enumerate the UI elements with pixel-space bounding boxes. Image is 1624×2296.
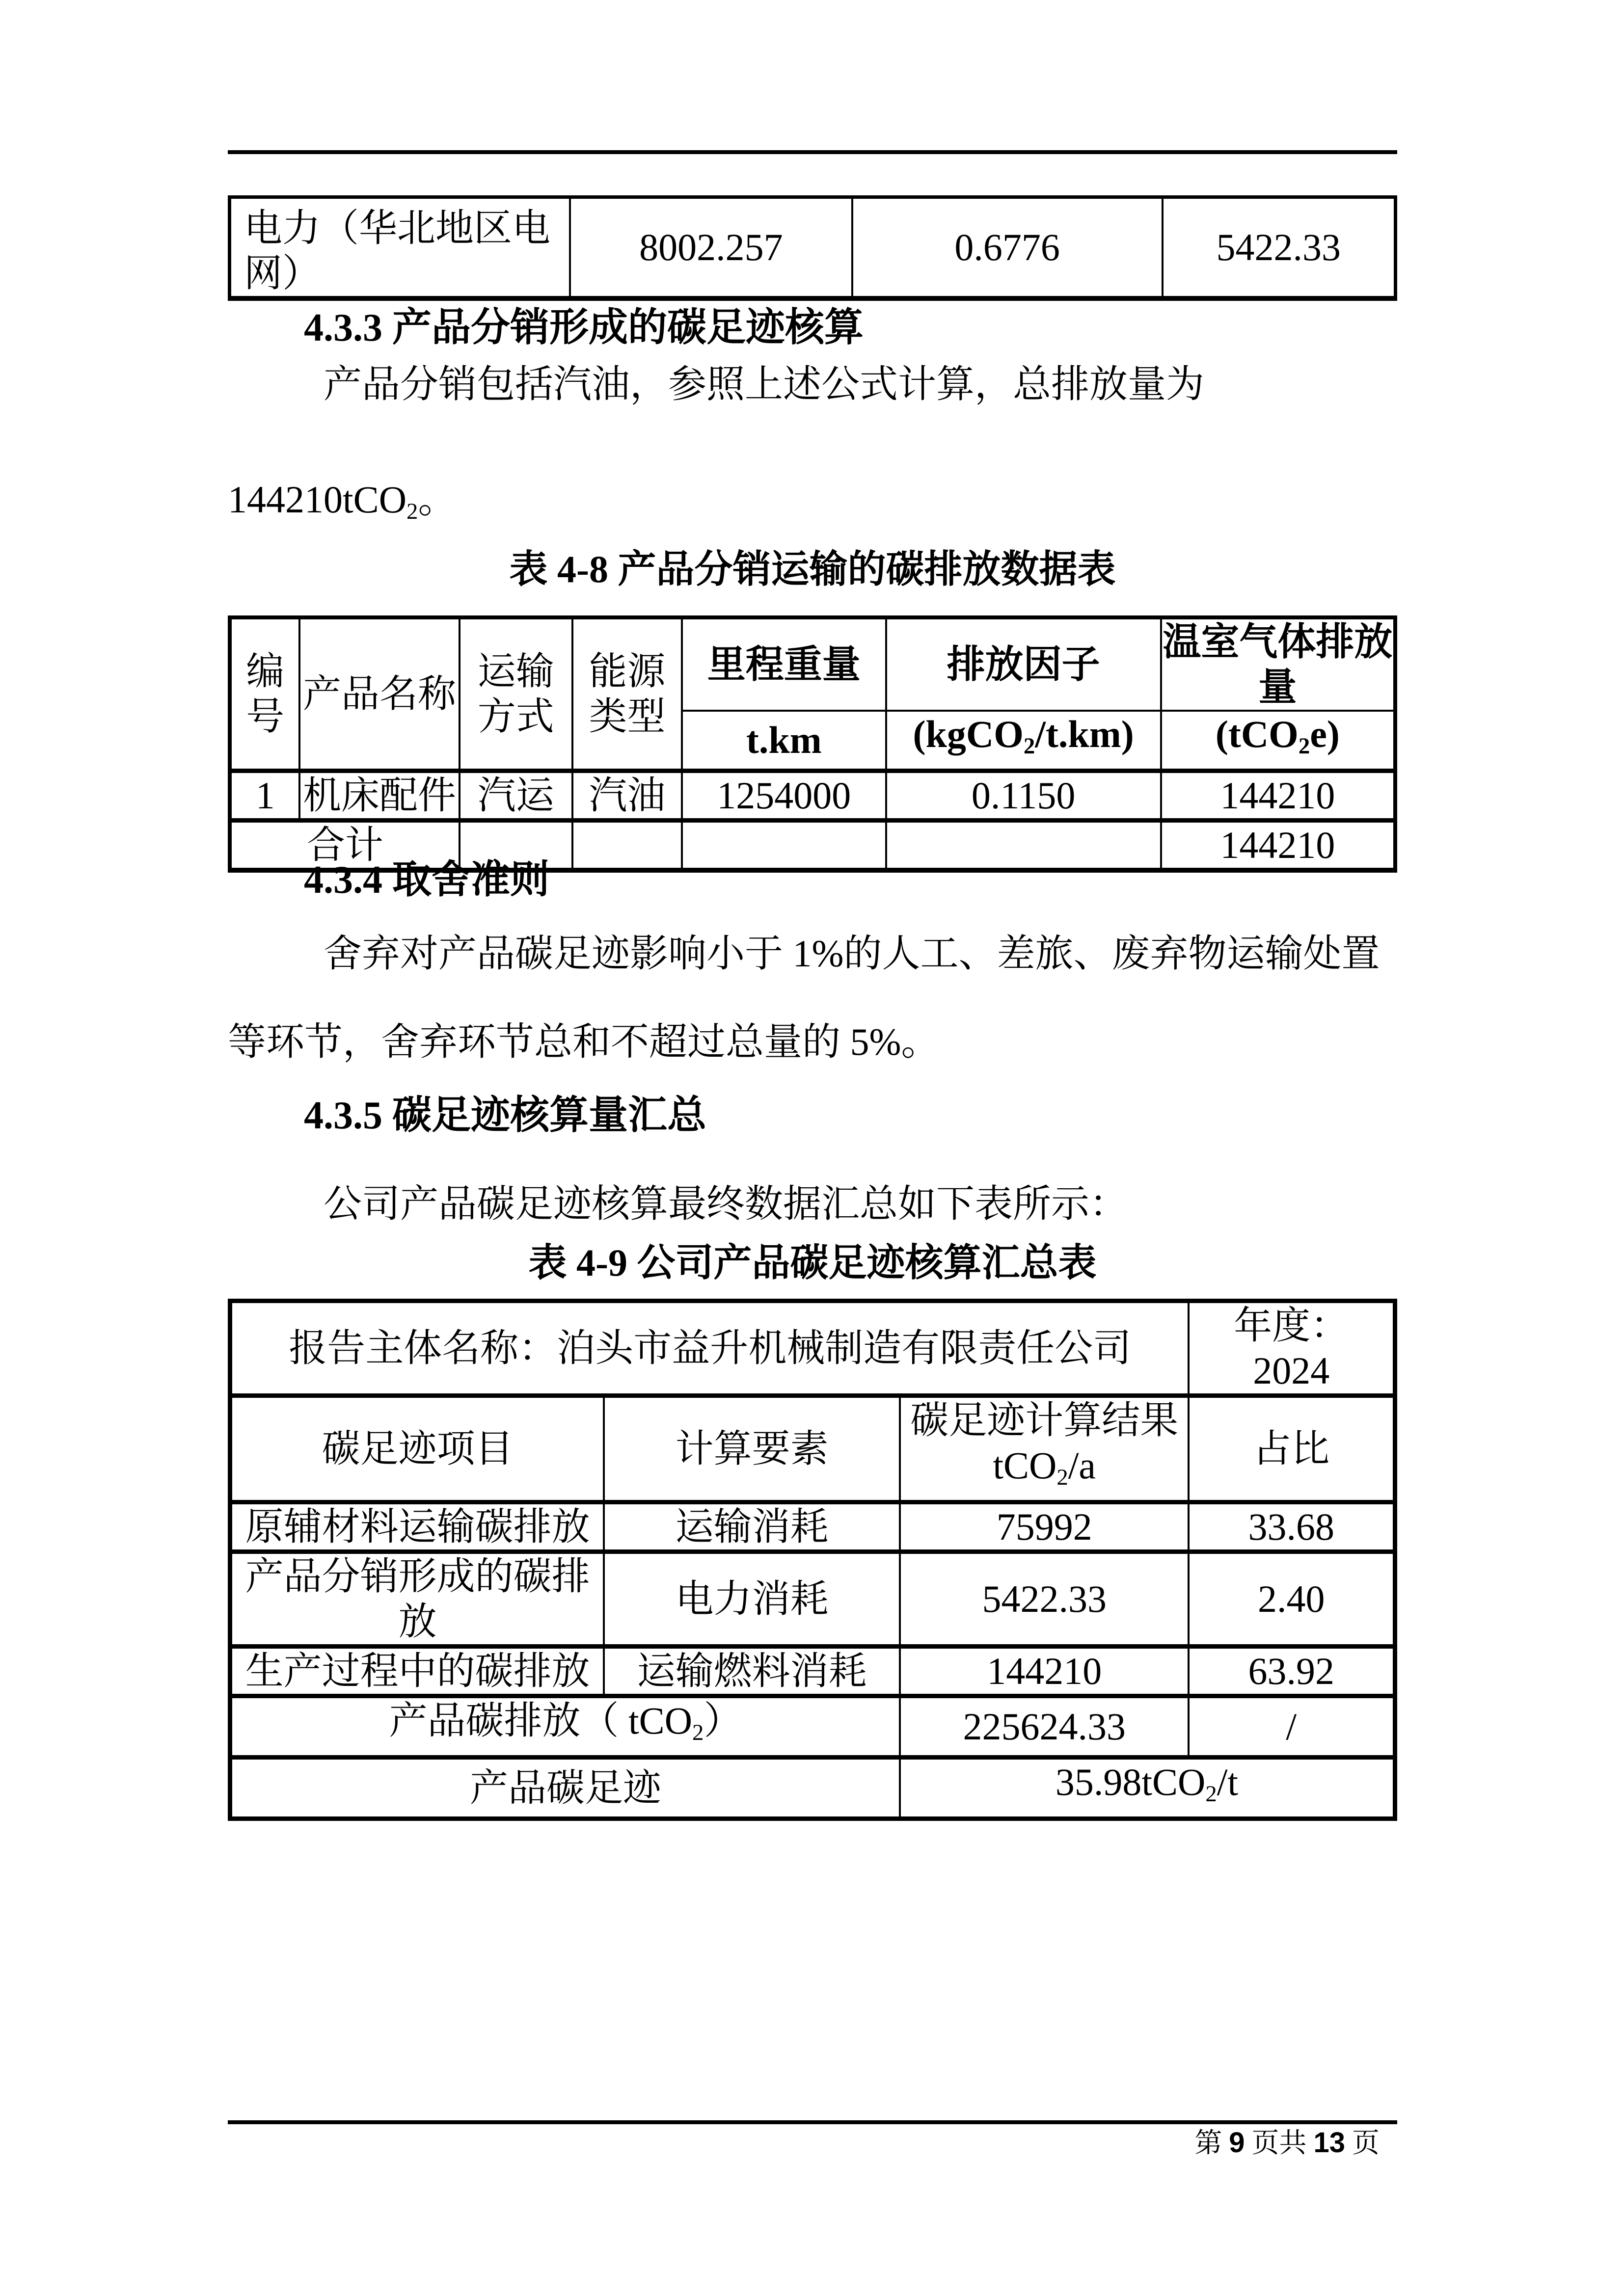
col-header-transport: 运输 方式 — [460, 617, 572, 771]
cell-result: 5422.33 — [900, 1552, 1189, 1647]
cell-ghg: 144210 — [1161, 771, 1395, 821]
page-number-text: 第 — [1194, 2128, 1229, 2159]
cell-electricity-emission: 5422.33 — [1163, 197, 1396, 299]
subscript: 2 — [1023, 733, 1035, 759]
table-4-8-caption: 表 4-8 产品分销运输的碳排放数据表 — [509, 548, 1116, 590]
subscript: 2 — [1205, 1781, 1217, 1807]
cell-report-subject: 报告主体名称：泊头市益升机械制造有限责任公司 — [230, 1301, 1189, 1396]
table-4-9-grid — [228, 1299, 1397, 1821]
cell-no: 1 — [230, 771, 299, 821]
table-4-8-grid — [228, 615, 1397, 873]
page-number-text: 页共 — [1245, 2128, 1314, 2159]
subscript: 2 — [1056, 1465, 1068, 1491]
section-heading-4-3-4: 4.3.4 取舍准则 — [304, 858, 549, 902]
section-heading-4-3-5: 4.3.5 碳足迹核算量汇总 — [304, 1094, 706, 1137]
cell-item: 原辅材料运输碳排放 — [230, 1502, 604, 1552]
col-header-element: 计算要素 — [604, 1396, 900, 1502]
result-header-line1: 碳足迹计算结果 — [910, 1399, 1179, 1442]
partial-emission-table-grid — [228, 195, 1397, 301]
footer-rule — [228, 2120, 1397, 2124]
table-row — [230, 197, 1396, 299]
section-heading-4-3-3: 4.3.3 产品分销形成的碳足迹核算 — [304, 306, 864, 349]
table-row — [230, 1502, 1395, 1552]
cell-total-emission-label — [230, 1696, 900, 1758]
emission-total-value: 144210tCO — [228, 478, 407, 521]
cell-footprint-value — [900, 1758, 1395, 1819]
table-4-9-caption: 表 4-9 公司产品碳足迹核算汇总表 — [528, 1241, 1097, 1284]
paragraph-4-3-5: 公司产品碳足迹核算最终数据汇总如下表所示： — [324, 1182, 1128, 1225]
col-header-factor: 排放因子 — [886, 617, 1161, 711]
paragraph-4-3-4-line1: 舍弃对产品碳足迹影响小于 1%的人工、差旅、废弃物运输处置 — [324, 932, 1380, 975]
unit-text: /a — [1068, 1444, 1096, 1487]
cell-transport: 汽运 — [460, 771, 572, 821]
paragraph-4-3-3-line1: 产品分销包括汽油，参照上述公式计算，总排放量为 — [324, 363, 1205, 405]
cell-total-ghg: 144210 — [1161, 821, 1395, 871]
col-header-no: 编 号 — [230, 617, 299, 771]
paragraph-4-3-3-line2 — [228, 475, 1504, 536]
table-row — [230, 771, 1395, 821]
col-header-mileage: 里程重量 — [682, 617, 886, 711]
table-4-9 — [228, 1299, 1397, 1821]
partial-emission-table — [228, 195, 1397, 301]
cell-share: 2.40 — [1189, 1552, 1395, 1647]
unit-text: tCO — [993, 1444, 1057, 1487]
unit-text: (kgCO — [913, 713, 1024, 755]
cell-item: 产品分销形成的碳排放 — [230, 1552, 604, 1647]
cell-electricity-amount: 8002.257 — [570, 197, 852, 299]
col-header-item: 碳足迹项目 — [230, 1396, 604, 1502]
table-footprint-row — [230, 1758, 1395, 1819]
unit-text: /t.km) — [1035, 713, 1134, 755]
subscript: 2 — [692, 1720, 704, 1746]
cell-total-label: 合计 — [230, 821, 460, 871]
col-header-result — [900, 1396, 1189, 1502]
header-rule — [228, 150, 1397, 154]
cell-footprint-label: 产品碳足迹 — [230, 1758, 900, 1819]
cell-year: 年度： 2024 — [1189, 1301, 1395, 1396]
unit-text: (tCO — [1215, 713, 1299, 755]
table-header-row — [230, 1396, 1395, 1502]
col-header-share: 占比 — [1189, 1396, 1395, 1502]
value-text: 35.98tCO — [1055, 1761, 1206, 1804]
cell-energy: 汽油 — [572, 771, 682, 821]
cell-element: 运输燃料消耗 — [604, 1647, 900, 1696]
table-total-emission-row — [230, 1696, 1395, 1758]
cell-product: 机床配件 — [299, 771, 459, 821]
page-number — [228, 2127, 1397, 2159]
table-row — [230, 1647, 1395, 1696]
subscript: 2 — [1298, 733, 1310, 759]
cell-mileage: 1254000 — [682, 771, 886, 821]
col-header-energy: 能源 类型 — [572, 617, 682, 771]
current-page-number: 9 — [1229, 2127, 1245, 2159]
result-header-line2 — [901, 1443, 1188, 1500]
value-text: /t — [1217, 1761, 1239, 1804]
cell-share: 63.92 — [1189, 1647, 1395, 1696]
col-header-product: 产品名称 — [299, 617, 459, 771]
table-row — [230, 1552, 1395, 1647]
col-header-ghg: 温室气体排放 量 — [1161, 617, 1395, 711]
cell-total-emission-share: / — [1189, 1696, 1395, 1758]
label-text: ） — [704, 1699, 742, 1742]
cell-element: 运输消耗 — [604, 1502, 900, 1552]
table-header-row — [230, 617, 1395, 711]
cell-item: 生产过程中的碳排放 — [230, 1647, 604, 1696]
page-number-text: 页 — [1345, 2128, 1380, 2159]
cell-electricity-factor: 0.6776 — [852, 197, 1163, 299]
table-4-8 — [228, 615, 1397, 873]
unit-ghg — [1161, 711, 1395, 771]
label-text: 产品碳排放（ tCO — [389, 1699, 693, 1742]
unit-factor — [886, 711, 1161, 771]
table-subject-row — [230, 1301, 1395, 1396]
cell-factor: 0.1150 — [886, 771, 1161, 821]
cell-electricity-label: 电力（华北地区电网） — [230, 197, 570, 299]
paragraph-4-3-4-line2: 等环节，舍弃环节总和不超过总量的 5%。 — [228, 1020, 940, 1063]
cell-share: 33.68 — [1189, 1502, 1395, 1552]
cell-result: 75992 — [900, 1502, 1189, 1552]
cell-total-emission-value: 225624.33 — [900, 1696, 1189, 1758]
subscript: 2 — [406, 499, 418, 525]
unit-text: e) — [1310, 713, 1340, 755]
sentence-end: 。 — [418, 478, 457, 521]
unit-mileage: t.km — [682, 711, 886, 771]
cell-element: 电力消耗 — [604, 1552, 900, 1647]
cell-result: 144210 — [900, 1647, 1189, 1696]
total-page-number: 13 — [1313, 2127, 1345, 2159]
